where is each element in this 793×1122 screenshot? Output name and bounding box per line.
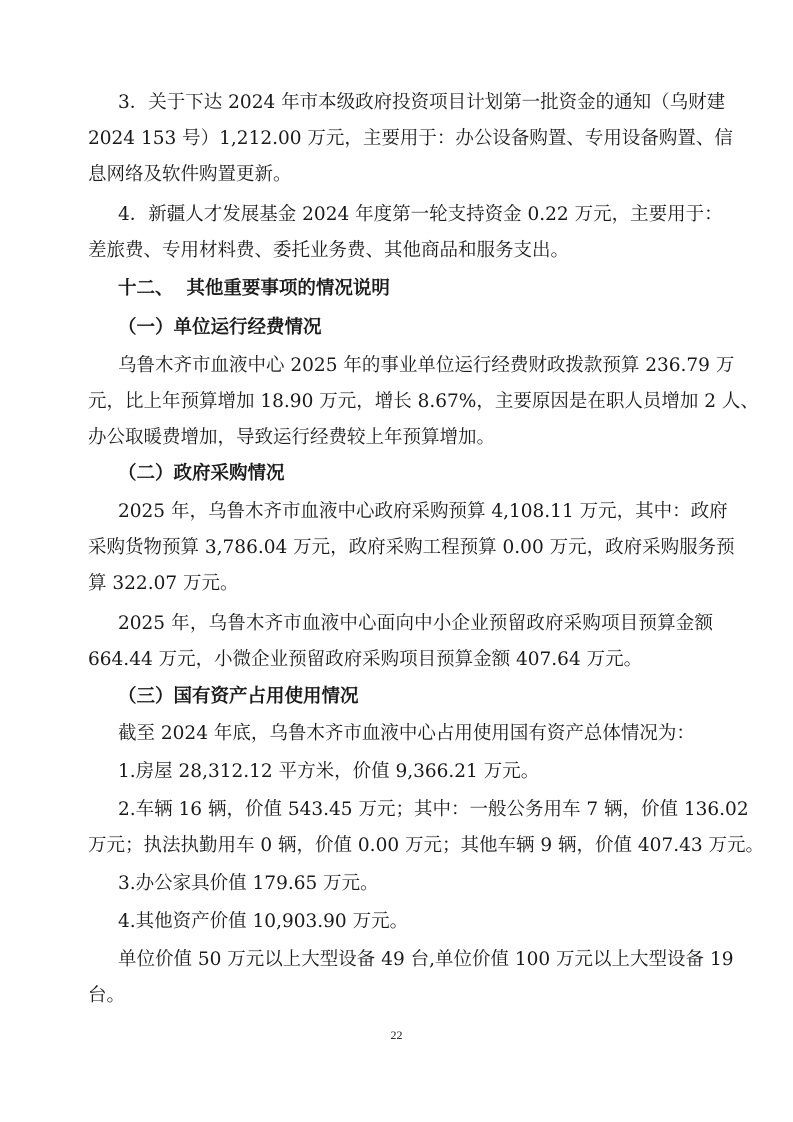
subsection-heading-2: （二）政府采购情况 bbox=[118, 463, 285, 484]
paragraph-4-line-1: 2025 年，乌鲁木齐市血液中心政府采购预算 4,108.11 万元，其中：政府 bbox=[118, 501, 728, 522]
paragraph-6-line-1: 截至 2024 年底，乌鲁木齐市血液中心占用使用国有资产总体情况为： bbox=[118, 723, 695, 744]
paragraph-1-line-2: 2024 153 号）1,212.00 万元，主要用于：办公设备购置、专用设备购置、信 bbox=[88, 128, 733, 149]
subsection-heading-3: （三）国有资产占用使用情况 bbox=[118, 686, 359, 707]
paragraph-7-line-1: 1.房屋 28,312.12 平方米，价值 9,366.21 万元。 bbox=[118, 761, 540, 782]
paragraph-4-line-2: 采购货物预算 3,786.04 万元，政府采购工程预算 0.00 万元，政府采购服务预 bbox=[88, 537, 735, 558]
paragraph-8-line-1: 2.车辆 16 辆，价值 543.45 万元；其中：一般公务用车 7 辆，价值 136.02 bbox=[118, 799, 749, 820]
paragraph-5-line-2: 664.44 万元，小微企业预留政府采购项目预算金额 407.64 万元。 bbox=[88, 649, 643, 670]
paragraph-5-line-1: 2025 年，乌鲁木齐市血液中心面向中小企业预留政府采购项目预算金额 bbox=[118, 613, 713, 634]
paragraph-3-line-1: 乌鲁木齐市血液中心 2025 年的事业单位运行经费财政拨款预算 236.79 万 bbox=[118, 355, 735, 376]
section-heading: 十二、 其他重要事项的情况说明 bbox=[118, 278, 390, 299]
paragraph-8-line-2: 万元；执法执勤用车 0 辆，价值 0.00 万元；其他车辆 9 辆，价值 407.43 万元。 bbox=[88, 835, 765, 856]
paragraph-3-line-3: 办公取暖费增加，导致运行经费较上年预算增加。 bbox=[88, 427, 496, 448]
paragraph-10-line-1: 4.其他资产价值 10,903.90 万元。 bbox=[118, 911, 409, 932]
paragraph-1-line-3: 息网络及软件购置更新。 bbox=[88, 164, 292, 185]
paragraph-11-line-1: 单位价值 50 万元以上大型设备 49 台,单位价值 100 万元以上大型设备 19 bbox=[118, 949, 734, 970]
paragraph-2-line-2: 差旅费、专用材料费、委托业务费、其他商品和服务支出。 bbox=[88, 240, 570, 261]
subsection-heading-1: （一）单位运行经费情况 bbox=[118, 317, 322, 338]
paragraph-4-line-3: 算 322.07 万元。 bbox=[88, 573, 239, 594]
paragraph-2-line-1: 4．新疆人才发展基金 2024 年度第一轮支持资金 0.22 万元，主要用于： bbox=[118, 204, 723, 225]
paragraph-11-line-2: 台。 bbox=[88, 985, 126, 1006]
page-number: 22 bbox=[390, 1028, 403, 1042]
paragraph-3-line-2: 元，比上年预算增加 18.90 万元，增长 8.67%，主要原因是在职人员增加 2 人、 bbox=[88, 391, 759, 412]
paragraph-9-line-1: 3.办公家具价值 179.65 万元。 bbox=[118, 873, 379, 894]
paragraph-1-line-1: 3．关于下达 2024 年市本级政府投资项目计划第一批资金的通知（乌财建 bbox=[118, 92, 726, 113]
